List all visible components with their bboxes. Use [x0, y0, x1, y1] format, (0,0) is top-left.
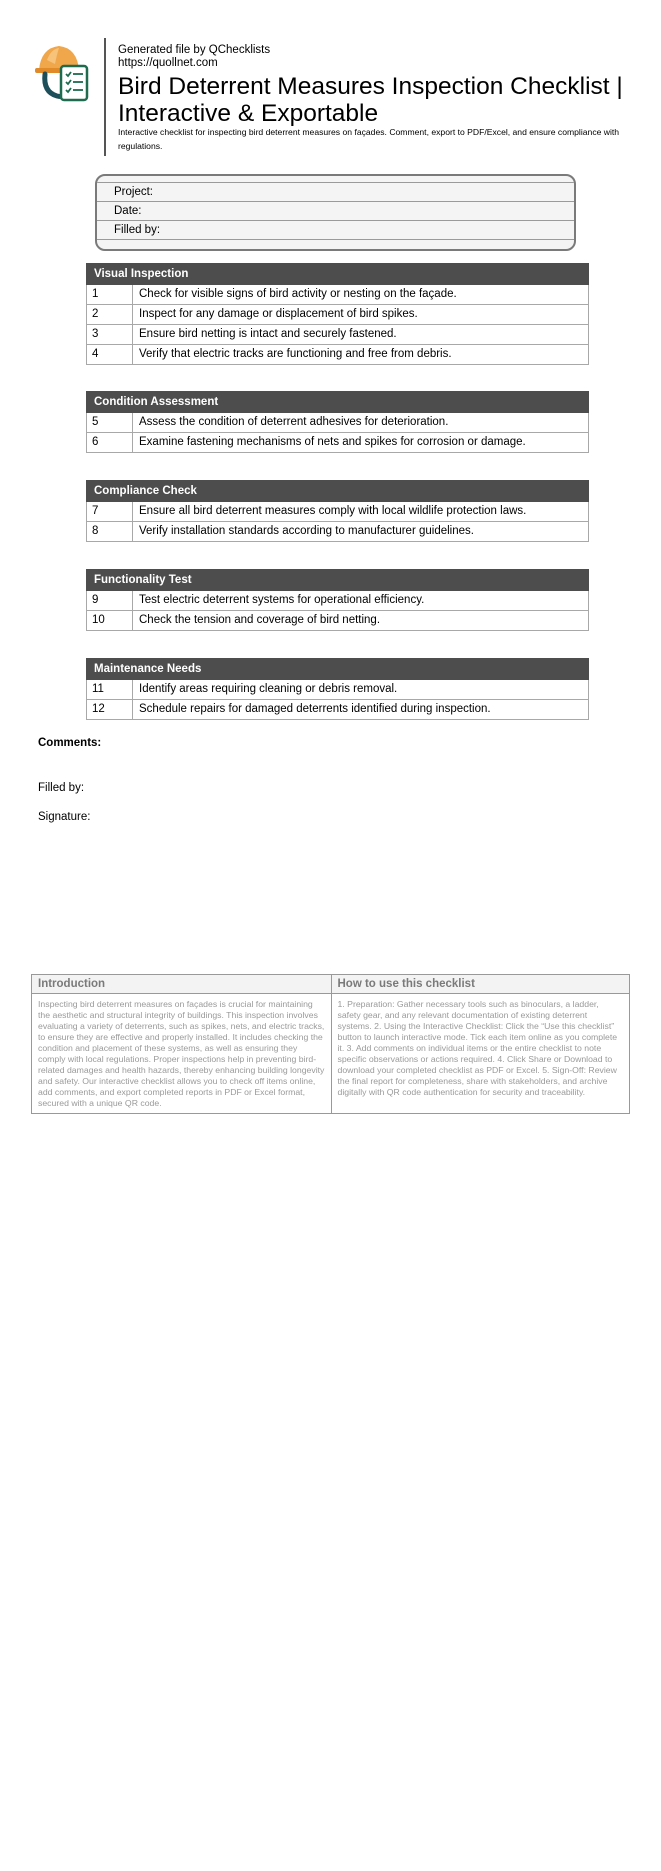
checklist-item[interactable]: [86, 433, 589, 453]
section-title: Compliance Check: [86, 480, 589, 502]
checklist-item[interactable]: [86, 502, 589, 522]
how-to-text: 1. Preparation: Gather necessary tools such as binoculars, a ladder, safety gear, and any relevant documentation of existing deterrent systems. 2. Using the Interactive Checklist: Click the “Use this checklist” button to launch interactive mode. Tick each item online as you complete it. 3. Add comments on individual items or the entire checklist to note specific observations or actions required. 4. Click Share or Download to download your completed checklist as PDF or Excel. 5. Sign-Off: Review the final report for completeness, share with stakeholders, and archive digitally with QR code authentication for security and traceability.: [337, 999, 618, 1097]
section-functionality-test: [86, 569, 589, 631]
section-title: Maintenance Needs: [86, 658, 589, 680]
section-maintenance-needs: [86, 658, 589, 720]
checklist-item[interactable]: [86, 325, 589, 345]
project-field[interactable]: Project:: [97, 182, 574, 202]
section-compliance-check: [86, 480, 589, 542]
page-title: Bird Deterrent Measures Inspection Checklist | Interactive & Exportable: [118, 73, 623, 127]
item-text: Inspect for any damage or displacement of bird spikes.: [139, 308, 418, 320]
section-title: Visual Inspection: [86, 263, 589, 285]
item-number: 2: [87, 305, 133, 324]
checklist-item[interactable]: [86, 700, 589, 720]
section-visual-inspection: [86, 263, 589, 365]
item-number: 8: [87, 522, 133, 541]
item-text: Identify areas requiring cleaning or debris removal.: [139, 683, 398, 695]
item-text: Check the tension and coverage of bird netting.: [139, 614, 381, 626]
checklist-item[interactable]: [86, 611, 589, 631]
filled-by-field[interactable]: Filled by:: [97, 221, 574, 240]
introduction-text: Inspecting bird deterrent measures on façades is crucial for maintaining the aesthetic and structural integrity of buildings. This inspection involves evaluating a variety of deterrents, such as spikes, nets, and electric tracks, to ensure they are effective and properly installed. It includes checking the condition and placement of these systems, as well as ensuring they comply with local regulations. Proper inspections help in preventing bird-related damages and health hazards, thereby enhancing building longevity and safety. Our interactive checklist allows you to check off items online, add comments, and export completed reports in PDF or Excel format, secured with a unique QR code.: [38, 999, 325, 1108]
item-number: 11: [87, 680, 133, 699]
item-number: 9: [87, 591, 133, 610]
item-text: Assess the condition of deterrent adhesives for deterioration.: [139, 416, 449, 428]
item-number: 5: [87, 413, 133, 432]
item-number: 7: [87, 502, 133, 521]
checklist-item[interactable]: [86, 522, 589, 542]
item-number: 3: [87, 325, 133, 344]
info-table: [31, 974, 630, 1114]
item-text: Ensure all bird deterrent measures comply with local wildlife protection laws.: [139, 505, 527, 517]
project-info-box: [95, 174, 576, 251]
checklist-item[interactable]: [86, 285, 589, 305]
checklist-item[interactable]: [86, 345, 589, 365]
item-number: 4: [87, 345, 133, 364]
item-text: Test electric deterrent systems for operational efficiency.: [139, 594, 425, 606]
section-title: Functionality Test: [86, 569, 589, 591]
page-description: Interactive checklist for inspecting bird deterrent measures on façades. Comment, export to PDF/Excel, and ensure compliance with regulations.: [118, 127, 620, 151]
checklist-item[interactable]: [86, 680, 589, 700]
item-text: Schedule repairs for damaged deterrents identified during inspection.: [139, 703, 491, 715]
comments-label: Comments:: [38, 737, 102, 749]
section-title: Condition Assessment: [86, 391, 589, 413]
checklist-item[interactable]: [86, 591, 589, 611]
item-text: Verify installation standards according to manufacturer guidelines.: [139, 525, 474, 537]
item-text: Verify that electric tracks are functioning and free from debris.: [139, 348, 452, 360]
introduction-column: [32, 975, 331, 1113]
item-number: 1: [87, 285, 133, 304]
how-to-heading: How to use this checklist: [332, 975, 630, 994]
date-field[interactable]: Date:: [97, 202, 574, 221]
item-text: Ensure bird netting is intact and securely fastened.: [139, 328, 397, 340]
site-url: https://quollnet.com: [118, 57, 218, 69]
checklist-item[interactable]: [86, 413, 589, 433]
filled-by-label: Filled by:: [38, 782, 85, 794]
generated-by-text: Generated file by QChecklists: [118, 44, 271, 56]
signature-label: Signature:: [38, 811, 91, 823]
introduction-heading: Introduction: [32, 975, 331, 994]
item-number: 12: [87, 700, 133, 719]
item-text: Examine fastening mechanisms of nets and spikes for corrosion or damage.: [139, 436, 526, 448]
header-divider: [104, 38, 106, 156]
item-number: 10: [87, 611, 133, 630]
item-text: Check for visible signs of bird activity or nesting on the façade.: [139, 288, 457, 300]
item-number: 6: [87, 433, 133, 452]
checklist-item[interactable]: [86, 305, 589, 325]
how-to-column: [331, 975, 630, 1113]
section-condition-assessment: [86, 391, 589, 453]
